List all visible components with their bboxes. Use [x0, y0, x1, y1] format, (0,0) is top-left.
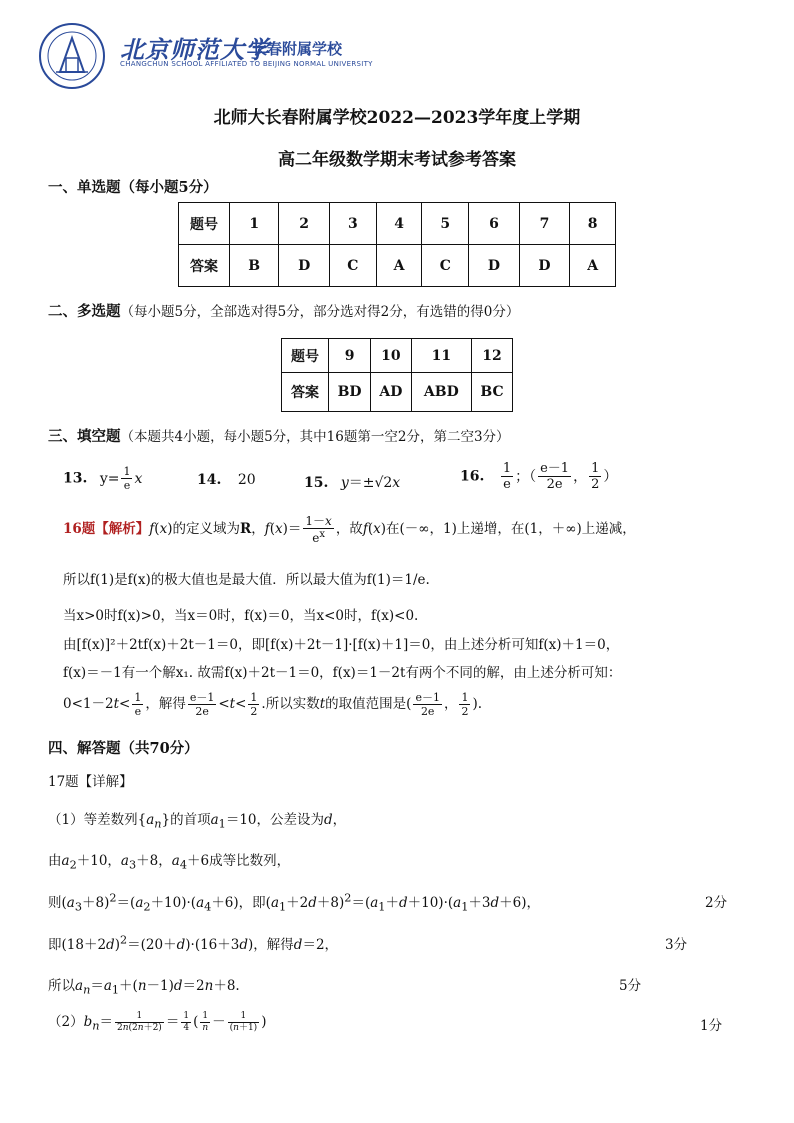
solution-line-3: 则$(a_3+8)^2=(a_2+10)\cdot(a_4+6)$，即$(a_1+2d+8)^2=(a_1+d+10)\cdot(a_1+3d+6)$， [48, 891, 540, 914]
number-cell: 11 [411, 339, 471, 373]
number-cell: 12 [472, 339, 513, 373]
table-row [282, 373, 513, 412]
q13-label: 13. [63, 470, 88, 487]
answer-cell: ABD [411, 373, 471, 412]
page-subtitle: 高二年级数学期末考试参考答案 [278, 150, 516, 170]
q15-label: 15. [304, 475, 329, 491]
q16-label: 16. [460, 468, 485, 485]
analysis-line-1: 16题【解析】f(x)的定义域为R，f(x)＝ $\frac{1-x}{e^x}$ ，故f(x)在(－∞，1)上递增，在(1，＋∞)上递减， [63, 514, 636, 545]
answer-cell: C [422, 245, 469, 287]
analysis-line-5: f(x)＝－1有一个解x₁. 故需f(x)＋2t－1＝0，f(x)＝1－2t有两个不同的解，由上述分析可知： [63, 665, 622, 681]
number-cell: 1 [230, 203, 279, 245]
answer-label-cell: 答案 [179, 245, 230, 287]
q14 [197, 472, 256, 488]
table-row [179, 203, 616, 245]
solution-line-5: 所以$a_n=a_1+(n-1)d=2n+8$. [48, 978, 240, 997]
section3-note: （本题共4小题，每小题5分，其中16题第一空2分，第二空3分） [120, 429, 510, 445]
score-2: 3分 [665, 937, 688, 953]
number-cell: 4 [376, 203, 422, 245]
logo-university-name: 北京师范大学 [120, 35, 270, 64]
number-cell: 7 [519, 203, 570, 245]
section2-title: 二、多选题 [48, 303, 121, 320]
header-label-cell: 题号 [179, 203, 230, 245]
q15 [304, 472, 400, 492]
single-choice-answer-table [178, 202, 616, 287]
answer-cell: D [279, 245, 330, 287]
section2-heading [48, 300, 519, 321]
section3-heading [48, 425, 510, 446]
section1-heading: 一、单选题（每小题5分） [48, 179, 218, 196]
score-1: 2分 [705, 895, 728, 911]
answer-cell: A [570, 245, 616, 287]
answer-label-cell: 答案 [282, 373, 329, 412]
answer-cell: BD [329, 373, 371, 412]
table-row [282, 339, 513, 373]
section3-title: 三、填空题 [48, 428, 121, 445]
q17-label [48, 770, 133, 790]
answer-cell: AD [371, 373, 412, 412]
solution-line-4: 即$(18+2d)^2=(20+d)\cdot(16+3d)$，解得d＝2， [48, 933, 339, 953]
q16 [460, 462, 617, 491]
analysis-line-4: 由[f(x)]²＋2tf(x)＋2t－1＝0，即[f(x)＋2t－1]·[f(x)＋1]＝0，由上述分析可知f(x)＋1＝0， [63, 637, 620, 653]
section2-note: （每小题5分，全部选对得5分，部分选对得2分，有选错的得0分） [120, 304, 520, 320]
table-row [179, 245, 616, 287]
answer-cell: BC [472, 373, 513, 412]
solution-line-1: （1）等差数列$\{a_n\}$的首项$a_1=10$，公差设为d， [48, 812, 347, 831]
fill-answers-row [63, 466, 142, 491]
analysis-line-2: 所以f(1)是f(x)的极大值也是最大值．所以最大值为f(1)＝1/e. [63, 572, 430, 588]
q16-answer: $\frac{1}{e}$ ；（ $\frac{e-1}{2e}$ ， $\frac{1}{2}$ ） [502, 461, 618, 492]
q15-answer: y＝±√2x [340, 475, 401, 491]
multi-choice-answer-table [281, 338, 513, 412]
solution-line-6: $(2)b_n=$ $\frac{1}{2n(2n+2)}$ ＝ $\frac{1}{4}$ ( $\frac{1}{n}$ － $\frac{1}{(n+1)}$ ) [48, 1011, 267, 1033]
page-title: 北师大长春附属学校2022—2023学年度上学期 [213, 108, 581, 128]
number-cell: 10 [371, 339, 412, 373]
header-label-cell: 题号 [282, 339, 329, 373]
school-seal-logo [38, 22, 106, 90]
number-cell: 2 [279, 203, 330, 245]
number-cell: 8 [570, 203, 616, 245]
answer-cell: D [469, 245, 520, 287]
number-cell: 9 [329, 339, 371, 373]
answer-cell: C [329, 245, 376, 287]
answer-cell: B [230, 245, 279, 287]
logo-english-name: CHANGCHUN SCHOOL AFFILIATED TO BEIJING NORMAL UNIVERSITY [120, 60, 373, 68]
number-cell: 3 [329, 203, 376, 245]
section4-heading: 四、解答题（共70分） [48, 740, 199, 757]
q14-label: 14. [197, 472, 222, 488]
number-cell: 6 [469, 203, 520, 245]
answer-cell: D [519, 245, 570, 287]
q13-answer: y= $\frac{1}{e}$ x [99, 465, 143, 492]
answer-cell: A [376, 245, 422, 287]
score-4: 1分 [700, 1018, 723, 1034]
analysis-label: 16题【解析】 [63, 521, 150, 537]
q17-label-text: 17题【详解】 [48, 774, 133, 790]
solution-line-2: 由$a_2+10$，$a_3+8$，$a_4+6$成等比数列， [48, 853, 291, 872]
q14-answer: 20 [237, 472, 256, 488]
score-3: 5分 [619, 978, 642, 994]
analysis-line-6: 0<1－2t< $\frac{1}{e}$ ，解得 $\frac{e-1}{2e}$ <t< $\frac{1}{2}$ .所以实数t的取值范围是( $\frac{e-1}{2e}$ ， $\frac{1}{2}$ ). [63, 691, 483, 718]
number-cell: 5 [422, 203, 469, 245]
logo-school-name: 长春附属学校 [252, 40, 343, 58]
analysis-line-3: 当x>0时f(x)>0，当x＝0时，f(x)＝0，当x<0时，f(x)<0. [63, 608, 419, 624]
